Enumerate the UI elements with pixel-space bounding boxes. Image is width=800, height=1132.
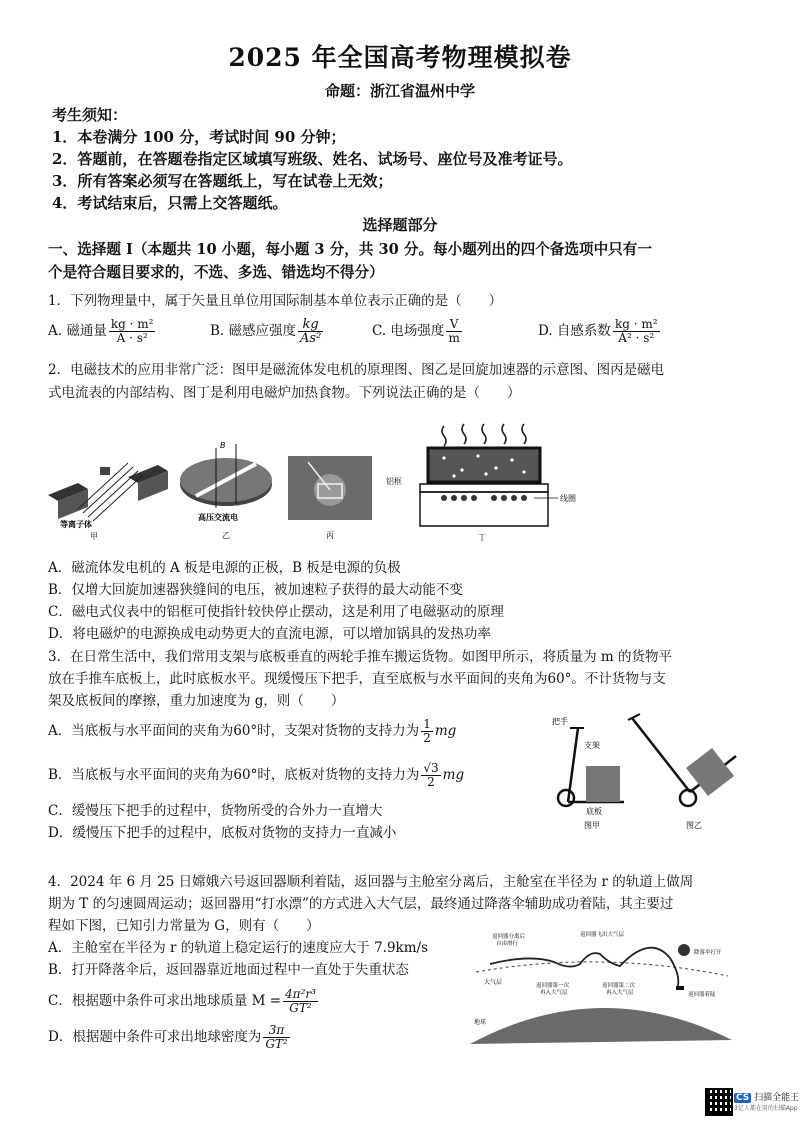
label-second2: 再入大气层 bbox=[606, 990, 634, 996]
q4-d-den: GT² bbox=[265, 1037, 288, 1051]
q1-d-num: kg · m² bbox=[614, 317, 658, 331]
q3-stem-1: 3．在日常生活中，我们常用支架与底板垂直的两轮手推车搬运货物。如图甲所示，将质量为 m 的货物平 bbox=[48, 649, 672, 665]
label-fig-jia: 图甲 bbox=[584, 821, 600, 830]
scanner-app-name: 扫描全能王 bbox=[754, 1093, 800, 1103]
figure-mhd-generator bbox=[48, 455, 168, 540]
b-field-marker bbox=[100, 467, 110, 475]
q1-option-b bbox=[210, 318, 325, 345]
label-jia: 甲 bbox=[90, 532, 98, 541]
figure-cyclotron bbox=[176, 438, 276, 540]
steam-lines bbox=[442, 424, 526, 446]
q2-option-c: C．磁电式仪表中的铝框可使指针较快停止摆动，这是利用了电磁驱动的原理 bbox=[48, 604, 504, 620]
q4-option-b: B．打开降落伞后，返回器靠近地面过程中一直处于失重状态 bbox=[48, 962, 409, 978]
label-second: 返回器第二次 bbox=[602, 983, 636, 989]
q1-a-fraction bbox=[109, 318, 156, 345]
trajectory bbox=[490, 948, 678, 986]
label-first2: 再入大气层 bbox=[540, 990, 568, 996]
q2-stem-1: 2．电磁技术的应用非常广泛：图甲是磁流体发电机的原理图、图乙是回旋加速器的示意图、图丙是磁电 bbox=[48, 362, 665, 378]
figure-hand-truck bbox=[540, 708, 760, 834]
q3-a-num: 1 bbox=[423, 717, 431, 731]
notice-item-4: 4．考试结束后，只需上交答题纸。 bbox=[52, 194, 288, 212]
q4-c-fraction bbox=[283, 988, 318, 1015]
q3-b-text: B．当底板与水平面间的夹角为60°时，底板对货物的支持力为 bbox=[48, 767, 420, 783]
q4-d-text: D．根据题中条件可求出地球密度为 bbox=[48, 1029, 262, 1045]
q4-option-c bbox=[48, 988, 320, 1015]
q1-c-num: V bbox=[446, 318, 461, 332]
truck2-wheel bbox=[680, 790, 696, 806]
q1-c-fraction bbox=[446, 318, 461, 345]
coil-turns bbox=[441, 495, 527, 501]
q1-b-fraction bbox=[298, 318, 323, 345]
q3-b-fraction bbox=[421, 762, 440, 789]
label-land: 返回器着陆 bbox=[688, 992, 716, 998]
notice-item-3: 3．所有答案必须写在答题纸上，写在试卷上无效； bbox=[52, 172, 393, 190]
q3-b-num: √3 bbox=[423, 761, 439, 775]
cs-logo: CS bbox=[736, 1093, 750, 1103]
q2-option-a: A．磁流体发电机的 A 板是电源的正极，B 板是电源的负极 bbox=[48, 560, 401, 576]
q4-stem-2: 期为 T 的匀速圆周运动；返回器用“打水漂”的方式进入大气层，最终通过降落伞辅助成功着陆，其主要过 bbox=[48, 896, 674, 912]
q1-d-label: D. 自感系数 bbox=[538, 323, 611, 339]
earth-shape bbox=[470, 1008, 732, 1044]
label-b: B bbox=[220, 441, 226, 450]
q1-option-c bbox=[372, 318, 464, 345]
label-hv: 高压交流电 bbox=[198, 513, 238, 522]
q1-a-den: A · s² bbox=[116, 331, 148, 345]
q1-a-label: A. 磁通量 bbox=[48, 323, 107, 339]
label-first: 返回器第一次 bbox=[536, 983, 570, 989]
q4-option-a: A．主舱室在半径为 r 的轨道上稳定运行的速度应大于 7.9km/s bbox=[48, 940, 429, 956]
q1-b-den: As² bbox=[300, 331, 322, 346]
notice-item-1: 1．本卷满分 100 分，考试时间 90 分钟； bbox=[52, 128, 346, 146]
q3-a-tail: mg bbox=[434, 723, 457, 739]
truck1-wheel bbox=[558, 790, 574, 806]
label-yi: 乙 bbox=[222, 531, 230, 540]
q3-option-a bbox=[48, 718, 456, 745]
q3-option-b bbox=[48, 762, 464, 789]
q4-d-num: 3π bbox=[263, 1024, 289, 1038]
label-ding: 丁 bbox=[478, 533, 486, 542]
label-coil: 线圈 bbox=[560, 494, 576, 503]
figure-skip-reentry bbox=[470, 914, 732, 1046]
notice-item-2: 2．答题前，在答题卷指定区域填写班级、姓名、试场号、座位号及准考证号。 bbox=[52, 150, 573, 168]
scanner-badge bbox=[734, 1090, 799, 1113]
label-earth: 地球 bbox=[474, 1019, 487, 1026]
atmosphere-line bbox=[476, 962, 728, 976]
truck2-frame bbox=[632, 718, 690, 792]
q3-option-d: D．缓慢压下把手的过程中，底板对货物的支持力一直减小 bbox=[48, 825, 397, 841]
notice-heading: 考生须知： bbox=[52, 106, 128, 124]
q3-a-text: A．当底板与水平面间的夹角为60°时，支架对货物的支持力为 bbox=[48, 723, 420, 739]
q1-b-label: B. 磁感应强度 bbox=[210, 323, 297, 339]
label-handle: 把手 bbox=[552, 717, 568, 726]
q4-option-d bbox=[48, 1024, 292, 1051]
q3-b-tail: mg bbox=[442, 767, 465, 783]
q1-stem: 1．下列物理量中，属于矢量且单位用国际制基本单位表示正确的是（ ） bbox=[48, 293, 503, 309]
capsule-landed bbox=[676, 986, 684, 990]
q2-option-b: B．仅增大回旋加速器狭缝间的电压，被加速粒子获得的最大动能不变 bbox=[48, 582, 463, 598]
q3-b-den: 2 bbox=[427, 775, 435, 789]
figure-induction-cooker bbox=[414, 418, 604, 542]
q4-c-text: C．根据题中条件可求出地球质量 M = bbox=[48, 993, 282, 1009]
scanner-slogan: 3亿人都在用的扫描App bbox=[734, 1105, 798, 1112]
pot bbox=[428, 448, 540, 482]
q2-option-d: D．将电磁炉的电源换成电动势更大的直流电源，可以增加锅具的发热功率 bbox=[48, 626, 491, 642]
section-title: 选择题部分 bbox=[362, 216, 438, 234]
q1-d-fraction bbox=[613, 318, 660, 345]
q2-stem-2: 式电流表的内部结构、图丁是利用电磁炉加热食物。下列说法正确的是（ ） bbox=[48, 385, 521, 401]
label-fig-yi: 图乙 bbox=[686, 821, 702, 830]
truck1-cargo bbox=[586, 766, 620, 802]
q4-c-den: GT² bbox=[289, 1001, 312, 1015]
label-al-frame: 铝框 bbox=[386, 477, 402, 486]
label-glide: 自由滑行 bbox=[496, 941, 519, 947]
q1-b-num: kg bbox=[298, 318, 323, 332]
q3-stem-3: 架及底板间的摩擦，重力加速度为 g，则（ ） bbox=[48, 693, 345, 709]
page-title: 2025 年全国高考物理模拟卷 bbox=[228, 43, 572, 72]
label-exit: 返回器飞出大气层 bbox=[580, 932, 625, 938]
q3-stem-2: 放在手推车底板上，此时底板水平。现缓慢压下把手，直至底板与水平面间的夹角为60°。不计货物与支 bbox=[48, 671, 666, 687]
q1-c-den: m bbox=[448, 331, 460, 345]
cooker-body bbox=[420, 492, 548, 526]
q1-option-d bbox=[538, 318, 662, 345]
qr-code bbox=[705, 1088, 733, 1116]
q1-d-den: A² · s² bbox=[618, 331, 655, 345]
figure-galvanometer bbox=[288, 456, 378, 540]
q1-c-label: C. 电场强度 bbox=[372, 323, 445, 339]
q3-a-fraction bbox=[421, 718, 433, 745]
q4-stem-3: 程如下图，已知引力常量为 G，则有（ ） bbox=[48, 918, 320, 934]
label-frame: 支架 bbox=[584, 741, 600, 750]
parachute bbox=[678, 944, 690, 956]
label-base: 底板 bbox=[586, 807, 602, 816]
label-chute: 降落伞打开 bbox=[694, 950, 722, 956]
label-bing: 丙 bbox=[326, 531, 334, 540]
part-heading-2: 个是符合题目要求的，不选、多选、错选均不得分） bbox=[48, 264, 384, 281]
plate bbox=[420, 484, 548, 492]
q1-a-num: kg · m² bbox=[110, 317, 154, 331]
part-heading-1: 一、选择题 I（本题共 10 小题，每小题 3 分，共 30 分。每小题列出的四个备选项中只有一 bbox=[48, 241, 652, 258]
label-plasma: 等离子体 bbox=[60, 520, 92, 529]
q3-option-c: C．缓慢压下把手的过程中，货物所受的合外力一直增大 bbox=[48, 803, 383, 819]
label-sep: 返回器分离后 bbox=[492, 934, 526, 940]
q1-option-a bbox=[48, 318, 157, 345]
label-atm: 大气层 bbox=[484, 979, 503, 986]
q4-c-num: 4π²r³ bbox=[285, 987, 316, 1001]
page-subtitle: 命题：浙江省温州中学 bbox=[324, 82, 475, 100]
q4-stem-1: 4．2024 年 6 月 25 日嫦娥六号返回器顺利着陆，返回器与主舱室分离后，主舱室在半径为 r 的轨道上做周 bbox=[48, 874, 694, 890]
q4-d-fraction bbox=[263, 1024, 289, 1051]
q3-a-den: 2 bbox=[423, 731, 431, 745]
